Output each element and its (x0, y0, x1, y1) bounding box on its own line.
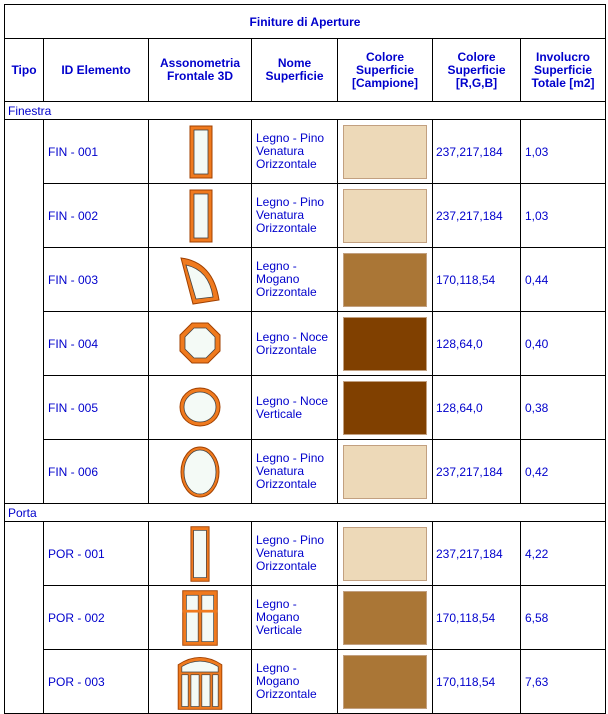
element-id: FIN - 004 (44, 312, 149, 376)
color-sample-cell (338, 184, 433, 248)
table-row (5, 312, 606, 376)
color-rgb: 170,118,54 (433, 248, 521, 312)
color-rgb: 128,64,0 (433, 376, 521, 440)
surface-name: Legno - Pino Venatura Orizzontale (252, 120, 338, 184)
color-sample-cell (338, 248, 433, 312)
color-swatch (343, 445, 427, 499)
axonometric-view (149, 650, 252, 714)
rect-window-icon (180, 186, 220, 246)
element-id: FIN - 002 (44, 184, 149, 248)
header-tipo: Tipo (5, 39, 44, 102)
surface-area: 1,03 (521, 184, 606, 248)
surface-name: Legno - Mogano Orizzontale (252, 248, 338, 312)
element-id: POR - 003 (44, 650, 149, 714)
tipo-cell (5, 312, 44, 376)
table-row (5, 376, 606, 440)
surface-name: Legno - Noce Verticale (252, 376, 338, 440)
header-colore-rgb: Colore Superficie [R,G,B] (433, 39, 521, 102)
tipo-cell (5, 376, 44, 440)
tipo-cell (5, 184, 44, 248)
surface-name: Legno - Pino Venatura Orizzontale (252, 522, 338, 586)
surface-area: 0,38 (521, 376, 606, 440)
element-id: FIN - 005 (44, 376, 149, 440)
color-rgb: 170,118,54 (433, 650, 521, 714)
single-door-icon (180, 524, 220, 584)
header-involucro: Involucro Superficie Totale [m2] (521, 39, 606, 102)
color-rgb: 237,217,184 (433, 440, 521, 504)
element-id: FIN - 001 (44, 120, 149, 184)
color-swatch (343, 253, 427, 307)
color-swatch (343, 381, 427, 435)
element-id: FIN - 006 (44, 440, 149, 504)
color-swatch (343, 591, 427, 645)
color-swatch (343, 527, 427, 581)
color-sample-cell (338, 376, 433, 440)
surface-area: 0,40 (521, 312, 606, 376)
circle-window-icon (175, 383, 225, 433)
group-row-finestra (5, 102, 606, 120)
group-label: Finestra (5, 102, 606, 120)
color-swatch (343, 125, 427, 179)
color-rgb: 237,217,184 (433, 184, 521, 248)
color-sample-cell (338, 650, 433, 714)
color-swatch (343, 317, 427, 371)
surface-name: Legno - Mogano Verticale (252, 586, 338, 650)
color-rgb: 237,217,184 (433, 522, 521, 586)
surface-area: 6,58 (521, 586, 606, 650)
surface-area: 7,63 (521, 650, 606, 714)
color-rgb: 237,217,184 (433, 120, 521, 184)
tipo-cell (5, 248, 44, 312)
color-rgb: 128,64,0 (433, 312, 521, 376)
axonometric-view (149, 312, 252, 376)
rect-window-icon (180, 122, 220, 182)
table-title: Finiture di Aperture (5, 5, 606, 39)
axonometric-view (149, 184, 252, 248)
header-nome-superficie: Nome Superficie (252, 39, 338, 102)
header-colore-campione: Colore Superficie [Campione] (338, 39, 433, 102)
axonometric-view (149, 522, 252, 586)
table-row (5, 586, 606, 650)
color-swatch (343, 655, 427, 709)
axonometric-view (149, 440, 252, 504)
tipo-cell (5, 522, 44, 586)
surface-name: Legno - Pino Venatura Orizzontale (252, 440, 338, 504)
oval-window-icon (175, 442, 225, 502)
element-id: FIN - 003 (44, 248, 149, 312)
surface-area: 4,22 (521, 522, 606, 586)
tipo-cell (5, 650, 44, 714)
double-door-icon (175, 588, 225, 648)
quarter-arc-window-icon (175, 250, 225, 310)
table-row (5, 184, 606, 248)
color-sample-cell (338, 120, 433, 184)
surface-area: 0,42 (521, 440, 606, 504)
finishes-table (4, 4, 606, 714)
octagon-window-icon (175, 319, 225, 369)
header-id-elemento: ID Elemento (44, 39, 149, 102)
color-sample-cell (338, 312, 433, 376)
group-row-porta (5, 504, 606, 522)
element-id: POR - 001 (44, 522, 149, 586)
color-sample-cell (338, 440, 433, 504)
header-assonometria: Assonometria Frontale 3D (149, 39, 252, 102)
color-rgb: 170,118,54 (433, 586, 521, 650)
group-label: Porta (5, 504, 606, 522)
table-row (5, 522, 606, 586)
surface-name: Legno - Pino Venatura Orizzontale (252, 184, 338, 248)
color-sample-cell (338, 522, 433, 586)
tipo-cell (5, 440, 44, 504)
surface-name: Legno - Mogano Orizzontale (252, 650, 338, 714)
axonometric-view (149, 120, 252, 184)
color-sample-cell (338, 586, 433, 650)
table-row (5, 440, 606, 504)
axonometric-view (149, 376, 252, 440)
table-row (5, 650, 606, 714)
axonometric-view (149, 586, 252, 650)
color-swatch (343, 189, 427, 243)
surface-area: 0,44 (521, 248, 606, 312)
surface-area: 1,03 (521, 120, 606, 184)
table-row (5, 248, 606, 312)
table-row (5, 120, 606, 184)
surface-name: Legno - Noce Orizzontale (252, 312, 338, 376)
element-id: POR - 002 (44, 586, 149, 650)
axonometric-view (149, 248, 252, 312)
tipo-cell (5, 120, 44, 184)
tipo-cell (5, 586, 44, 650)
